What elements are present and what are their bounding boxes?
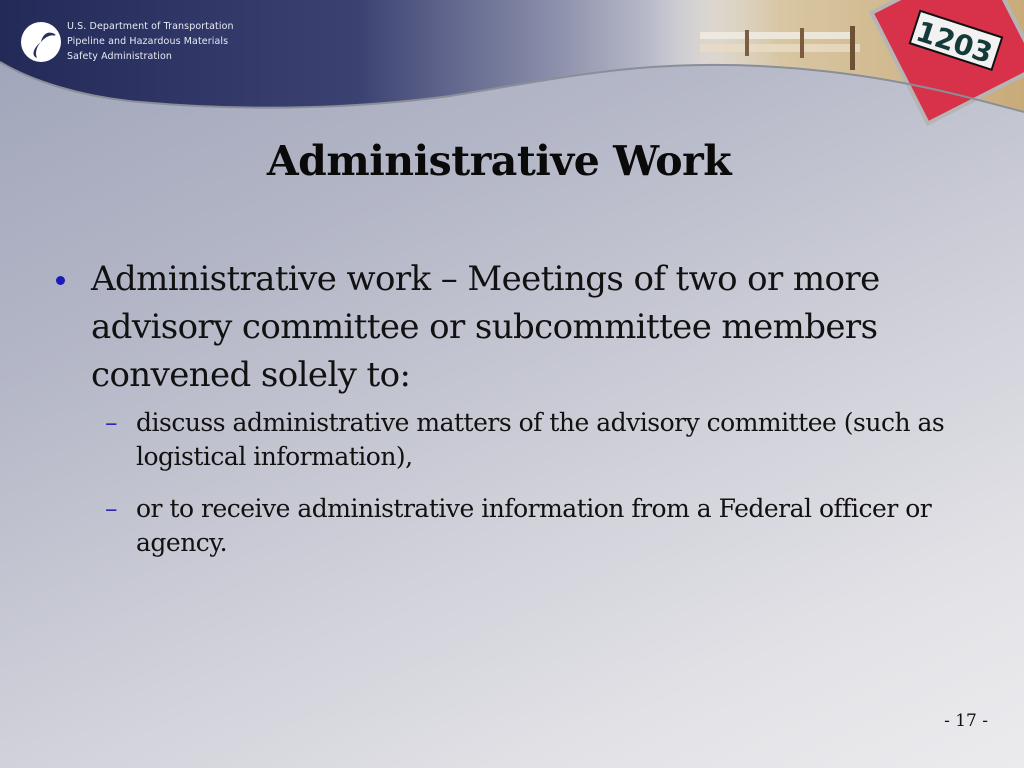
agency-administration-line1: Pipeline and Hazardous Materials xyxy=(67,36,229,47)
bullet-text: Administrative work – Meetings of two or more advisory committee or subcommittee members convened solely to: xyxy=(91,259,880,395)
sub-bullet-item xyxy=(52,492,956,560)
slide-header xyxy=(0,0,1024,130)
dash-marker-icon: – xyxy=(105,408,117,437)
slide-body xyxy=(52,255,972,578)
sub-bullet-text: discuss administrative matters of the advisory committee (such as logistical information), xyxy=(136,408,945,471)
slide-title: Administrative Work xyxy=(266,137,732,185)
bullet-item xyxy=(52,255,972,399)
sub-bullet-list xyxy=(52,406,972,560)
sub-bullet-text: or to receive administrative information from a Federal officer or agency. xyxy=(136,494,932,557)
agency-name xyxy=(67,20,234,63)
agency-administration-line2: Safety Administration xyxy=(67,50,173,62)
sub-bullet-item xyxy=(52,406,956,474)
agency-department: U.S. Department of Transportation xyxy=(67,21,234,32)
svg-text:1203: 1203 xyxy=(912,14,997,71)
page-number: - 17 - xyxy=(944,711,988,731)
dot-logo-icon xyxy=(21,22,61,62)
bullet-dot-icon xyxy=(56,276,65,285)
dash-marker-icon: – xyxy=(105,494,117,523)
